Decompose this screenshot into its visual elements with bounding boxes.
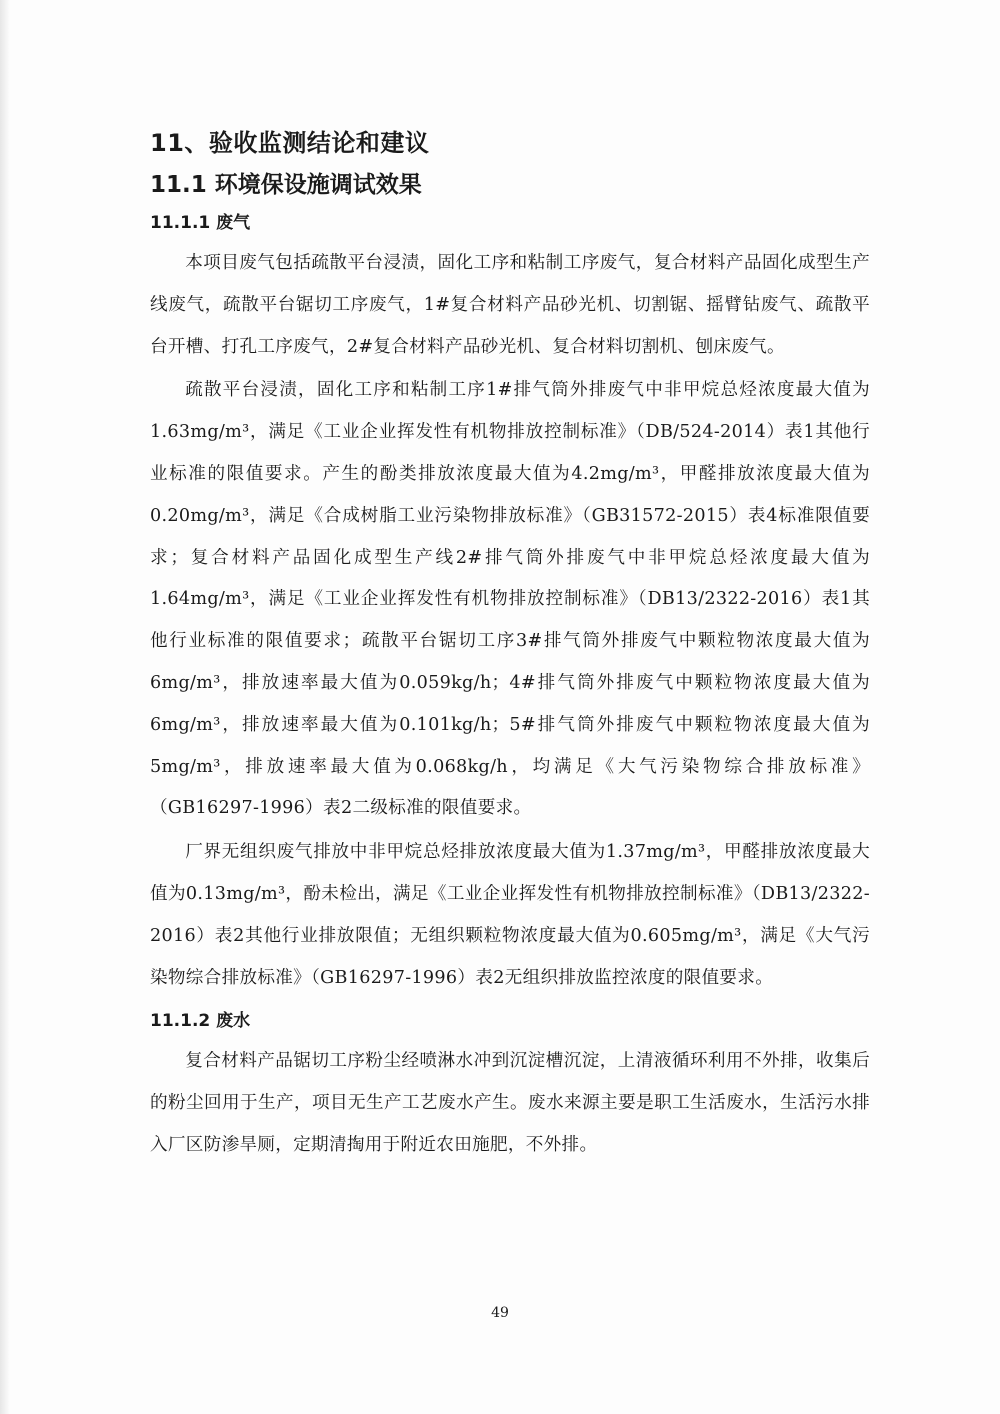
paragraph: 本项目废气包括疏散平台浸渍，固化工序和粘制工序废气，复合材料产品固化成型生产线废气，疏散平台锯切工序废气，1#复合材料产品砂光机、切割锯、摇臂钻废气、疏散平台开槽、打孔工序废气，2#复合材料产品砂光机、复合材料切割机、刨床废气。 bbox=[150, 253, 870, 357]
scan-edge-shadow bbox=[0, 0, 10, 1414]
paragraph: 厂界无组织废气排放中非甲烷总烃排放浓度最大值为1.37mg/m³，甲醛排放浓度最大值为0.13mg/m³，酚未检出，满足《工业企业挥发性有机物排放控制标准》（DB13/2322-2016）表2其他行业排放限值；无组织颗粒物浓度最大值为0.605mg/m³，满足《大气污染物综合排放标准》（GB16297-1996）表2无组织排放监控浓度的限值要求。 bbox=[150, 842, 870, 988]
paragraph: 复合材料产品锯切工序粉尘经喷淋水冲到沉淀槽沉淀，上清液循环利用不外排，收集后的粉尘回用于生产，项目无生产工艺废水产生。废水来源主要是职工生活废水，生活污水排入厂区防渗旱厕，定期清掏用于附近农田施肥，不外排。 bbox=[150, 1051, 870, 1155]
subsection-title-waste-gas: 11.1.1 废气 bbox=[150, 213, 251, 233]
section-title: 11.1 环境保设施调试效果 bbox=[150, 172, 422, 198]
page-content bbox=[150, 125, 870, 1167]
subsection-title-waste-water: 11.1.2 废水 bbox=[150, 1011, 251, 1032]
page-number: 49 bbox=[491, 1305, 509, 1321]
chapter-title: 11、验收监测结论和建议 bbox=[150, 129, 430, 157]
paragraph: 疏散平台浸渍，固化工序和粘制工序1#排气筒外排废气中非甲烷总烃浓度最大值为1.63mg/m³，满足《工业企业挥发性有机物排放控制标准》（DB/524-2014）表1其他行业标准的限值要求。产生的酚类排放浓度最大值为4.2mg/m³，甲醛排放浓度最大值为0.20mg/m³，满足《合成树脂工业污染物排放标准》（GB31572-2015）表4标准限值要求；复合材料产品固化成型生产线2#排气筒外排废气中非甲烷总烃浓度最大值为1.64mg/m³，满足《工业企业挥发性有机物排放控制标准》（DB13/2322-2016）表1其他行业标准的限值要求；疏散平台锯切工序3#排气筒外排废气中颗粒物浓度最大值为6mg/m³，排放速率最大值为0.059kg/h；4#排气筒外排废气中颗粒物浓度最大值为6mg/m³，排放速率最大值为0.101kg/h；5#排气筒外排废气中颗粒物浓度最大值为5mg/m³，排放速率最大值为0.068kg/h，均满足《大气污染物综合排放标准》（GB16297-1996）表2二级标准的限值要求。 bbox=[150, 380, 870, 819]
